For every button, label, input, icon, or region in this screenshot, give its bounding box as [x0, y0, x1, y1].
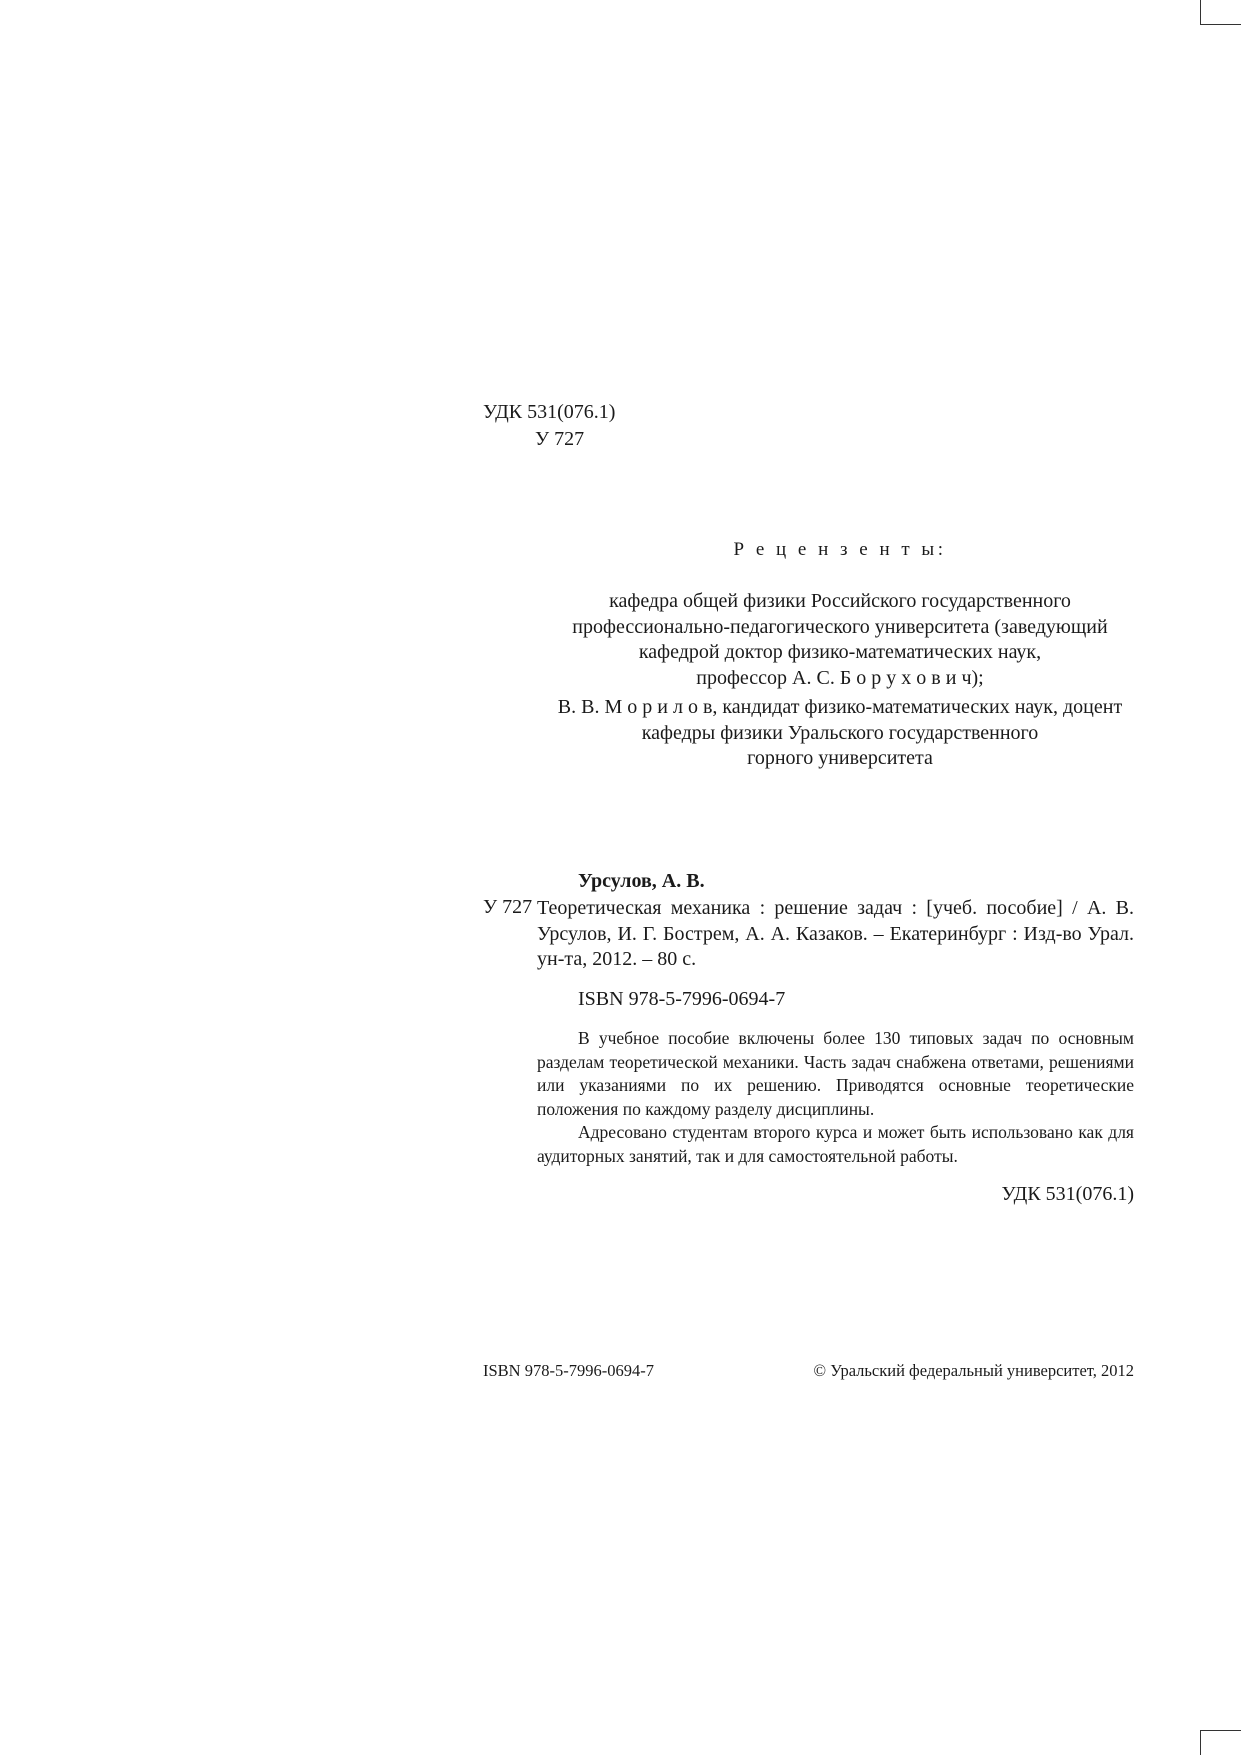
author-heading: Урсулов, А. В. — [578, 870, 705, 892]
reviewers-list — [500, 589, 1180, 772]
reviewer-1-line: кафедра общей физики Российского государственного — [609, 590, 1071, 612]
catalog-code: У 727 — [483, 896, 533, 918]
book-code: У 727 — [535, 428, 585, 450]
reviewer-1 — [500, 589, 1180, 691]
footer-copyright: © Уральский федеральный университет, 2012 — [813, 1361, 1134, 1380]
footer-isbn: ISBN 978-5-7996-0694-7 — [483, 1361, 654, 1380]
reviewers-title: Р е ц е н з е н т ы: — [733, 539, 947, 560]
reviewer-1-line: профессор А. С. Б о р у х о в и ч); — [696, 666, 984, 689]
crop-mark-bottom-vertical — [1200, 1730, 1201, 1755]
udk-block — [483, 399, 615, 453]
reviewer-2-line: горного университета — [747, 747, 933, 769]
crop-mark-bottom-horizontal — [1200, 1730, 1241, 1731]
isbn: ISBN 978-5-7996-0694-7 — [578, 988, 786, 1010]
reviewer-1-line: кафедрой доктор физико-математических наук, — [638, 641, 1042, 663]
reviewer-2-line: кафедры физики Уральского государственного — [641, 721, 1039, 744]
annotation-paragraph: Адресовано студентам второго курса и может быть использовано как для аудиторных занятий, так и для самостоятельной работы. — [537, 1122, 1134, 1166]
reviewer-1-line: профессионально-педагогического университета (заведующий — [572, 615, 1108, 638]
reviewer-2 — [500, 695, 1180, 772]
udk-code: УДК 531(076.1) — [483, 401, 616, 423]
reviewer-2-line: В. В. М о р и л о в, кандидат физико-математических наук, доцент — [557, 696, 1123, 718]
annotation — [537, 1027, 1134, 1168]
annotation-paragraph: В учебное пособие включены более 130 типовых задач по основным разделам теоретической механики. Часть задач снабжена ответами, решениями или указаниями по их решению. Приводятся основные теоретические положения по каждому разделу дисциплины. — [537, 1028, 1134, 1119]
crop-mark-top-vertical — [1200, 0, 1201, 24]
udk-bottom: УДК 531(076.1) — [1001, 1183, 1134, 1205]
crop-mark-top-horizontal — [1200, 24, 1241, 25]
bibliographic-entry: Теоретическая механика : решение задач : [учеб. пособие] / А. В. Урсулов, И. Г. Бострем, А. А. Казаков. – Екатеринбург : Изд-во Урал. ун-та, 2012. – 80 с. — [537, 897, 1134, 970]
